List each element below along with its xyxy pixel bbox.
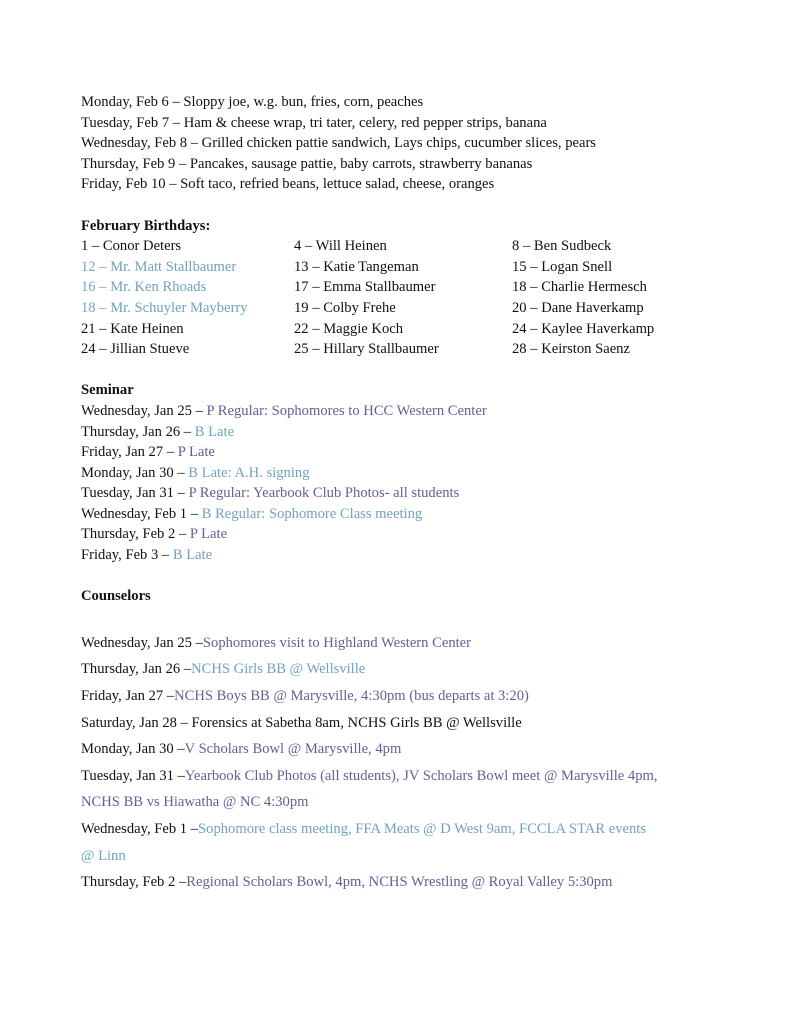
counselor-event: Sophomores visit to Highland Western Center <box>202 634 472 651</box>
seminar-event: P Regular: Sophomores to HCC Western Center <box>206 402 487 419</box>
counselor-line <box>81 763 721 790</box>
seminar-day: Thursday, Feb 2 – <box>81 526 190 543</box>
seminar-day: Wednesday, Feb 1 – <box>81 505 202 522</box>
seminar-item <box>81 442 721 463</box>
seminar-day: Friday, Jan 27 – <box>81 444 178 461</box>
counselor-item <box>81 763 721 816</box>
counselor-event: NCHS Girls BB @ Wellsville <box>191 661 366 678</box>
birthdays-grid <box>81 236 721 360</box>
birthday-entry: 22 – Maggie Koch <box>294 320 404 337</box>
lunch-item: Thursday, Feb 9 – Pancakes, sausage pattie, baby carrots, strawberry bananas <box>81 155 533 172</box>
birthday-entry: 24 – Jillian Stueve <box>81 341 190 358</box>
lunch-menu <box>81 92 721 195</box>
spacer <box>81 195 721 216</box>
seminar-item <box>81 504 721 525</box>
seminar-item <box>81 422 721 443</box>
seminar-event: B Late <box>172 547 213 564</box>
seminar-day: Tuesday, Jan 31 – <box>81 485 189 502</box>
birthday-entry: 25 – Hillary Stallbaumer <box>294 341 439 358</box>
lunch-item: Wednesday, Feb 8 – Grilled chicken pattie sandwich, Lays chips, cucumber slices, pears <box>81 135 596 152</box>
counselor-item <box>81 736 721 763</box>
counselor-item <box>81 656 721 683</box>
birthday-entry: 18 – Charlie Hermesch <box>512 279 647 296</box>
counselor-item <box>81 710 721 737</box>
counselors-heading: Counselors <box>81 588 151 605</box>
counselor-day: Monday, Jan 30 – <box>81 741 185 758</box>
birthday-entry: 4 – Will Heinen <box>294 238 387 255</box>
birthday-entry: 17 – Emma Stallbaumer <box>294 279 436 296</box>
counselors-list <box>81 630 721 896</box>
counselor-item <box>81 683 721 710</box>
seminar-day: Wednesday, Jan 25 – <box>81 402 207 419</box>
spacer <box>81 566 721 587</box>
counselor-item <box>81 816 721 869</box>
spacer <box>81 607 721 630</box>
counselor-event: NCHS Boys BB @ Marysville, 4:30pm (bus departs at 3:20) <box>174 688 529 705</box>
birthday-entry: 1 – Conor Deters <box>81 238 182 255</box>
birthdays-heading: February Birthdays: <box>81 217 211 234</box>
spacer <box>81 360 721 381</box>
seminar-item <box>81 401 721 422</box>
birthday-entry: 28 – Keirston Saenz <box>512 341 630 358</box>
lunch-item: Friday, Feb 10 – Soft taco, refried beans, lettuce salad, cheese, oranges <box>81 176 495 193</box>
seminar-item <box>81 483 721 504</box>
newsletter-page <box>81 92 721 896</box>
counselor-event: V Scholars Bowl @ Marysville, 4pm <box>184 741 402 758</box>
seminar-heading: Seminar <box>81 382 134 399</box>
seminar-day: Monday, Jan 30 – <box>81 464 189 481</box>
seminar-event: B Late <box>194 423 235 440</box>
lunch-item: Monday, Feb 6 – Sloppy joe, w.g. bun, fries, corn, peaches <box>81 94 424 110</box>
seminar-day: Thursday, Jan 26 – <box>81 423 195 440</box>
counselor-event: Sophomore class meeting, FFA Meats @ D West 9am, FCCLA STAR events <box>198 821 646 837</box>
birthday-entry: 24 – Kaylee Haverkamp <box>512 320 655 337</box>
lunch-item: Tuesday, Feb 7 – Ham & cheese wrap, tri tater, celery, red pepper strips, banana <box>81 114 547 131</box>
counselor-day: Saturday, Jan 28 – <box>81 714 192 731</box>
counselor-event-continued: NCHS BB vs Hiawatha @ NC 4:30pm <box>81 794 309 811</box>
counselor-event: Yearbook Club Photos (all students), JV Scholars Bowl meet @ Marysville 4pm, <box>184 767 658 784</box>
counselor-day: Friday, Jan 27 – <box>81 688 175 705</box>
seminar-list <box>81 401 721 566</box>
birthday-entry: 19 – Colby Frehe <box>294 299 396 316</box>
seminar-event: B Late: A.H. signing <box>188 464 310 481</box>
counselor-day: Wednesday, Jan 25 – <box>81 634 203 651</box>
counselor-event: Regional Scholars Bowl, 4pm, NCHS Wrestling @ Royal Valley 5:30pm <box>186 874 613 891</box>
counselor-day: Wednesday, Feb 1 – <box>81 821 199 837</box>
birthday-entry: 8 – Ben Sudbeck <box>512 238 612 255</box>
birthday-entry: 20 – Dane Haverkamp <box>512 299 644 316</box>
counselor-line <box>81 816 721 843</box>
birthday-entry: 21 – Kate Heinen <box>81 320 184 337</box>
birthday-entry: 15 – Logan Snell <box>512 258 613 275</box>
seminar-event: B Regular: Sophomore Class meeting <box>201 505 423 522</box>
seminar-event: P Regular: Yearbook Club Photos- all students <box>188 485 460 502</box>
counselor-day: Tuesday, Jan 31 – <box>81 767 185 784</box>
birthday-entry-staff: 16 – Mr. Ken Rhoads <box>81 279 207 296</box>
seminar-item <box>81 545 721 566</box>
seminar-item <box>81 524 721 545</box>
counselor-item <box>81 869 721 896</box>
birthday-entry-staff: 12 – Mr. Matt Stallbaumer <box>81 258 237 275</box>
birthday-entry-staff: 18 – Mr. Schuyler Mayberry <box>81 299 248 316</box>
birthday-entry: 13 – Katie Tangeman <box>294 258 419 275</box>
counselor-day: Thursday, Feb 2 – <box>81 874 187 891</box>
counselor-item <box>81 630 721 657</box>
seminar-event: P Late <box>177 444 215 461</box>
counselor-event-continued: @ Linn <box>81 847 126 864</box>
counselor-day: Thursday, Jan 26 – <box>81 661 192 678</box>
seminar-day: Friday, Feb 3 – <box>81 547 173 564</box>
seminar-event: P Late <box>189 526 228 543</box>
counselor-event: Forensics at Sabetha 8am, NCHS Girls BB @ Wellsville <box>191 714 522 731</box>
seminar-item <box>81 463 721 484</box>
